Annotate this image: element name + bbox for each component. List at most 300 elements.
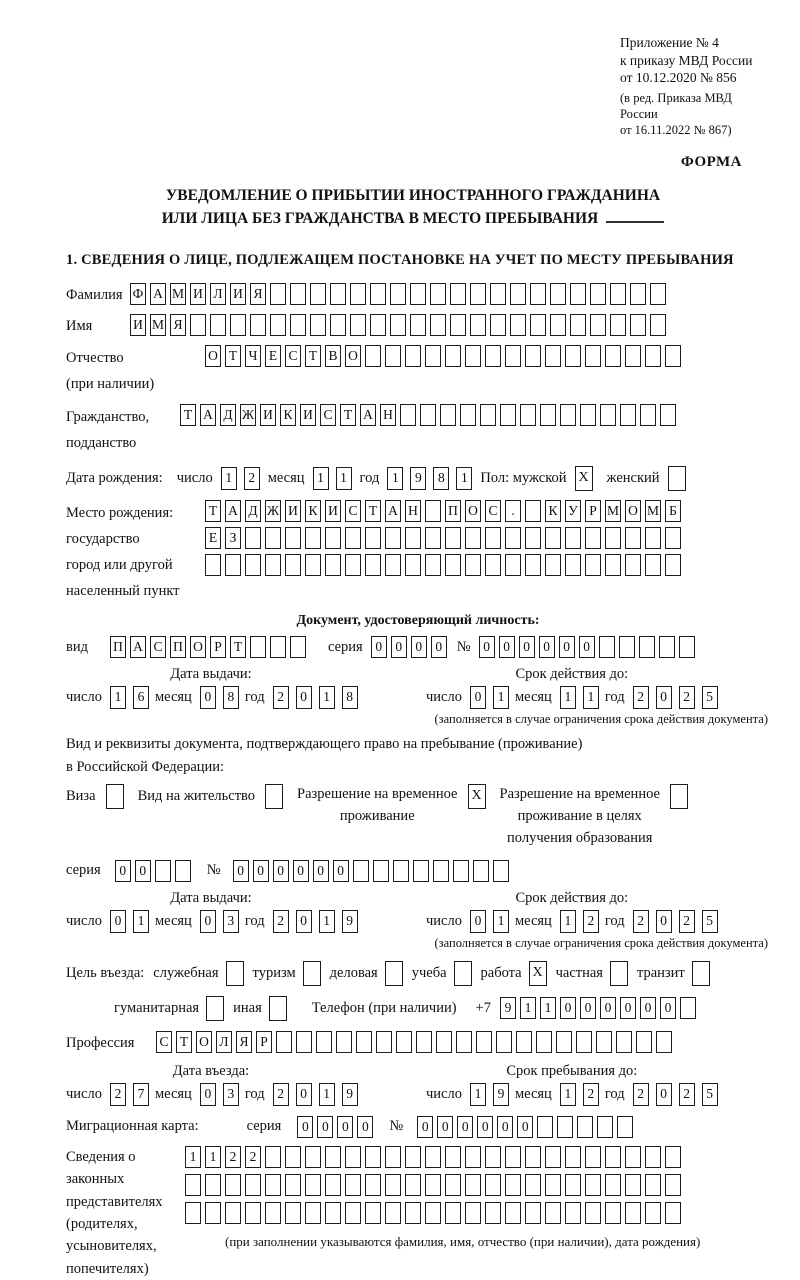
birthplace-line1-input-cell[interactable]: У (565, 500, 581, 522)
birthplace-line1-input-cell[interactable]: С (345, 500, 361, 522)
firstname-input-cell[interactable] (470, 314, 486, 336)
birthplace-line2-input-cell[interactable] (625, 527, 641, 549)
doc-issued-month-cell[interactable]: 0 (200, 686, 216, 709)
purpose-work-checkbox-cell[interactable]: X (529, 961, 547, 986)
entry-day-cell[interactable]: 7 (133, 1083, 149, 1106)
surname-input-cell[interactable] (450, 283, 466, 305)
representatives-line3-input-cell[interactable] (445, 1202, 461, 1224)
representatives-line1-input-cell[interactable] (565, 1146, 581, 1168)
birthplace-line1-input-cell[interactable]: А (225, 500, 241, 522)
citizenship-input-cell[interactable] (660, 404, 676, 426)
doc-valid-year-cell[interactable]: 5 (702, 686, 718, 709)
doc-number-input-cell[interactable] (599, 636, 615, 658)
birthplace-line3-input-cell[interactable] (365, 554, 381, 576)
residence-doc-number-input-cell[interactable] (493, 860, 509, 882)
birthplace-line2-input-cell[interactable] (445, 527, 461, 549)
migration-card-number-input-cell[interactable]: 0 (477, 1116, 493, 1138)
entry-year-cell[interactable]: 2 (273, 1083, 289, 1106)
representatives-line2-input-cell[interactable] (385, 1174, 401, 1196)
birthplace-line2-input-cell[interactable] (385, 527, 401, 549)
profession-input-cell[interactable] (396, 1031, 412, 1053)
doc-number-input-cell[interactable]: 0 (499, 636, 515, 658)
representatives-line3-input-cell[interactable] (565, 1202, 581, 1224)
representatives-line2-input-cell[interactable] (365, 1174, 381, 1196)
surname-input-cell[interactable] (270, 283, 286, 305)
residence-issued-year-cell[interactable]: 0 (296, 910, 312, 933)
birthplace-line2-input-cell[interactable] (545, 527, 561, 549)
birthplace-line2-input-cell[interactable] (605, 527, 621, 549)
firstname-input-cell[interactable] (630, 314, 646, 336)
citizenship-input-cell[interactable]: Т (180, 404, 196, 426)
surname-input-cell[interactable]: Я (250, 283, 266, 305)
doc-number-input-cell[interactable] (619, 636, 635, 658)
representatives-line1-input-cell[interactable] (365, 1146, 381, 1168)
residence-valid-year-cell[interactable]: 2 (679, 910, 695, 933)
representatives-line2-input-cell[interactable] (205, 1174, 221, 1196)
citizenship-input-cell[interactable]: Ж (240, 404, 256, 426)
birthdate-month-input-cell[interactable]: 1 (313, 467, 329, 490)
birthdate-year-input-cell[interactable]: 9 (410, 467, 426, 490)
doc-type-input-cell[interactable]: А (130, 636, 146, 658)
profession-input-cell[interactable]: С (156, 1031, 172, 1053)
entry-month-cell[interactable]: 3 (223, 1083, 239, 1106)
representatives-line3-input-cell[interactable] (385, 1202, 401, 1224)
residence-issued-day-cell[interactable]: 1 (133, 910, 149, 933)
representatives-line3-input-cell[interactable] (325, 1202, 341, 1224)
surname-input-cell[interactable] (510, 283, 526, 305)
birthplace-line1-input-cell[interactable]: Р (585, 500, 601, 522)
doc-series-input-cell[interactable]: 0 (411, 636, 427, 658)
representatives-line3-input-cell[interactable] (465, 1202, 481, 1224)
firstname-input-cell[interactable] (390, 314, 406, 336)
citizenship-input-cell[interactable] (400, 404, 416, 426)
doc-type-input-cell[interactable]: П (170, 636, 186, 658)
birthplace-line2-input-cell[interactable] (405, 527, 421, 549)
phone-input-cell[interactable]: 0 (660, 997, 676, 1019)
birthplace-line3-input-cell[interactable] (525, 554, 541, 576)
purpose-business-checkbox-cell[interactable] (385, 961, 403, 986)
representatives-line1-input-cell[interactable]: 2 (225, 1146, 241, 1168)
firstname-input-cell[interactable] (350, 314, 366, 336)
residence-issued-month-cell[interactable]: 3 (223, 910, 239, 933)
residence-doc-number-input-cell[interactable]: 0 (293, 860, 309, 882)
firstname-input-cell[interactable] (430, 314, 446, 336)
residence-doc-series-input-cell[interactable]: 0 (135, 860, 151, 882)
temp-permit-checkbox-cell[interactable]: X (468, 784, 486, 809)
purpose-tourism-checkbox-cell[interactable] (303, 961, 321, 986)
firstname-input-cell[interactable] (530, 314, 546, 336)
birthplace-line2-input-cell[interactable]: Е (205, 527, 221, 549)
doc-number-input-cell[interactable] (659, 636, 675, 658)
citizenship-input-cell[interactable] (460, 404, 476, 426)
firstname-input-cell[interactable] (570, 314, 586, 336)
birthplace-line1-input-cell[interactable]: О (465, 500, 481, 522)
residence-valid-month-cell[interactable]: 2 (583, 910, 599, 933)
birthplace-line2-input-cell[interactable] (645, 527, 661, 549)
phone-input-cell[interactable]: 0 (620, 997, 636, 1019)
birthplace-line3-input-cell[interactable] (385, 554, 401, 576)
citizenship-input-cell[interactable] (520, 404, 536, 426)
surname-input-cell[interactable]: И (230, 283, 246, 305)
citizenship-input-cell[interactable] (580, 404, 596, 426)
patronymic-input-cell[interactable]: Т (225, 345, 241, 367)
citizenship-input-cell[interactable] (420, 404, 436, 426)
purpose-private-checkbox-cell[interactable] (610, 961, 628, 986)
residence-permit-checkbox-cell[interactable] (265, 784, 283, 809)
birthplace-line2-input-cell[interactable] (525, 527, 541, 549)
surname-input-cell[interactable] (370, 283, 386, 305)
representatives-line2-input-cell[interactable] (345, 1174, 361, 1196)
profession-input-cell[interactable] (276, 1031, 292, 1053)
citizenship-input-cell[interactable] (620, 404, 636, 426)
residence-doc-number-input-cell[interactable] (453, 860, 469, 882)
firstname-input-cell[interactable] (270, 314, 286, 336)
doc-number-input-cell[interactable]: 0 (519, 636, 535, 658)
migration-card-number-input-cell[interactable] (557, 1116, 573, 1138)
representatives-line1-input-cell[interactable] (445, 1146, 461, 1168)
patronymic-input-cell[interactable]: С (285, 345, 301, 367)
birthdate-day-input-cell[interactable]: 2 (244, 467, 260, 490)
profession-input-cell[interactable]: О (196, 1031, 212, 1053)
residence-doc-series-input-cell[interactable] (155, 860, 171, 882)
representatives-line2-input-cell[interactable] (645, 1174, 661, 1196)
doc-valid-month-cell[interactable]: 1 (560, 686, 576, 709)
migration-card-number-input-cell[interactable] (617, 1116, 633, 1138)
profession-input-cell[interactable] (356, 1031, 372, 1053)
birthplace-line3-input-cell[interactable] (645, 554, 661, 576)
representatives-line3-input-cell[interactable] (605, 1202, 621, 1224)
firstname-input-cell[interactable] (410, 314, 426, 336)
residence-doc-number-input-cell[interactable]: 0 (333, 860, 349, 882)
residence-doc-series-input-cell[interactable] (175, 860, 191, 882)
representatives-line1-input-cell[interactable] (405, 1146, 421, 1168)
firstname-input-cell[interactable] (310, 314, 326, 336)
birthplace-line3-input-cell[interactable] (245, 554, 261, 576)
sex-female-checkbox-cell[interactable] (668, 466, 686, 491)
surname-input-cell[interactable]: Ф (130, 283, 146, 305)
entry-day-cell[interactable]: 2 (110, 1083, 126, 1106)
citizenship-input-cell[interactable]: А (200, 404, 216, 426)
firstname-input-cell[interactable] (230, 314, 246, 336)
doc-type-input-cell[interactable] (270, 636, 286, 658)
migration-card-series-input-cell[interactable]: 0 (297, 1116, 313, 1138)
birthplace-line1-input-cell[interactable] (525, 500, 541, 522)
doc-type-input-cell[interactable] (250, 636, 266, 658)
stay-year-cell[interactable]: 0 (656, 1083, 672, 1106)
phone-input-cell[interactable]: 0 (640, 997, 656, 1019)
surname-input-cell[interactable] (390, 283, 406, 305)
citizenship-input-cell[interactable] (480, 404, 496, 426)
representatives-line2-input-cell[interactable] (665, 1174, 681, 1196)
patronymic-input-cell[interactable] (565, 345, 581, 367)
representatives-line3-input-cell[interactable] (345, 1202, 361, 1224)
patronymic-input-cell[interactable] (665, 345, 681, 367)
residence-issued-year-cell[interactable]: 1 (319, 910, 335, 933)
surname-input-cell[interactable] (290, 283, 306, 305)
representatives-line2-input-cell[interactable] (285, 1174, 301, 1196)
patronymic-input-cell[interactable]: Е (265, 345, 281, 367)
migration-card-series-input-cell[interactable]: 0 (317, 1116, 333, 1138)
firstname-input-cell[interactable] (250, 314, 266, 336)
representatives-line1-input-cell[interactable] (525, 1146, 541, 1168)
doc-issued-year-cell[interactable]: 0 (296, 686, 312, 709)
purpose-humanitarian-checkbox-cell[interactable] (206, 996, 224, 1021)
birthplace-line2-input-cell[interactable] (265, 527, 281, 549)
profession-input-cell[interactable] (476, 1031, 492, 1053)
edu-permit-checkbox-cell[interactable] (670, 784, 688, 809)
firstname-input-cell[interactable] (290, 314, 306, 336)
profession-input-cell[interactable] (636, 1031, 652, 1053)
profession-input-cell[interactable] (336, 1031, 352, 1053)
profession-input-cell[interactable] (656, 1031, 672, 1053)
citizenship-input-cell[interactable] (440, 404, 456, 426)
doc-issued-year-cell[interactable]: 2 (273, 686, 289, 709)
birthplace-line3-input-cell[interactable] (445, 554, 461, 576)
representatives-line3-input-cell[interactable] (285, 1202, 301, 1224)
birthplace-line2-input-cell[interactable]: З (225, 527, 241, 549)
firstname-input-cell[interactable]: Я (170, 314, 186, 336)
surname-input-cell[interactable] (650, 283, 666, 305)
patronymic-input-cell[interactable] (465, 345, 481, 367)
residence-doc-number-input-cell[interactable] (413, 860, 429, 882)
patronymic-input-cell[interactable]: В (325, 345, 341, 367)
patronymic-input-cell[interactable] (365, 345, 381, 367)
birthdate-year-input-cell[interactable]: 1 (387, 467, 403, 490)
visa-checkbox-cell[interactable] (106, 784, 124, 809)
birthplace-line2-input-cell[interactable] (305, 527, 321, 549)
patronymic-input-cell[interactable] (505, 345, 521, 367)
birthdate-day-input-cell[interactable]: 1 (221, 467, 237, 490)
doc-valid-month-cell[interactable]: 1 (583, 686, 599, 709)
doc-issued-year-cell[interactable]: 1 (319, 686, 335, 709)
doc-issued-day-cell[interactable]: 1 (110, 686, 126, 709)
representatives-line3-input-cell[interactable] (265, 1202, 281, 1224)
representatives-line2-input-cell[interactable] (225, 1174, 241, 1196)
doc-issued-year-cell[interactable]: 8 (342, 686, 358, 709)
surname-input-cell[interactable]: А (150, 283, 166, 305)
birthplace-line1-input-cell[interactable] (425, 500, 441, 522)
birthplace-line3-input-cell[interactable] (265, 554, 281, 576)
phone-input-cell[interactable]: 0 (600, 997, 616, 1019)
representatives-line3-input-cell[interactable] (665, 1202, 681, 1224)
patronymic-input-cell[interactable] (525, 345, 541, 367)
birthplace-line3-input-cell[interactable] (545, 554, 561, 576)
birthplace-line3-input-cell[interactable] (465, 554, 481, 576)
birthplace-line1-input-cell[interactable]: . (505, 500, 521, 522)
purpose-other-checkbox-cell[interactable] (269, 996, 287, 1021)
birthplace-line3-input-cell[interactable] (405, 554, 421, 576)
birthplace-line3-input-cell[interactable] (225, 554, 241, 576)
profession-input-cell[interactable] (516, 1031, 532, 1053)
representatives-line2-input-cell[interactable] (305, 1174, 321, 1196)
surname-input-cell[interactable]: Л (210, 283, 226, 305)
birthplace-line3-input-cell[interactable] (485, 554, 501, 576)
birthplace-line3-input-cell[interactable] (665, 554, 681, 576)
patronymic-input-cell[interactable] (405, 345, 421, 367)
firstname-input-cell[interactable] (590, 314, 606, 336)
migration-card-number-input-cell[interactable] (577, 1116, 593, 1138)
firstname-input-cell[interactable] (330, 314, 346, 336)
residence-doc-number-input-cell[interactable] (353, 860, 369, 882)
birthplace-line1-input-cell[interactable]: Ж (265, 500, 281, 522)
birthplace-line2-input-cell[interactable] (565, 527, 581, 549)
birthplace-line1-input-cell[interactable]: Т (365, 500, 381, 522)
profession-input-cell[interactable] (616, 1031, 632, 1053)
doc-series-input-cell[interactable]: 0 (371, 636, 387, 658)
doc-type-input-cell[interactable]: П (110, 636, 126, 658)
doc-number-input-cell[interactable]: 0 (579, 636, 595, 658)
migration-card-number-input-cell[interactable]: 0 (457, 1116, 473, 1138)
citizenship-input-cell[interactable] (500, 404, 516, 426)
representatives-line3-input-cell[interactable] (365, 1202, 381, 1224)
birthplace-line3-input-cell[interactable] (425, 554, 441, 576)
residence-doc-number-input-cell[interactable]: 0 (273, 860, 289, 882)
citizenship-input-cell[interactable]: К (280, 404, 296, 426)
representatives-line2-input-cell[interactable] (585, 1174, 601, 1196)
birthdate-year-input-cell[interactable]: 1 (456, 467, 472, 490)
phone-input-cell[interactable]: 9 (500, 997, 516, 1019)
surname-input-cell[interactable] (610, 283, 626, 305)
representatives-line1-input-cell[interactable] (285, 1146, 301, 1168)
profession-input-cell[interactable]: Т (176, 1031, 192, 1053)
representatives-line1-input-cell[interactable] (605, 1146, 621, 1168)
birthplace-line3-input-cell[interactable] (345, 554, 361, 576)
surname-input-cell[interactable] (490, 283, 506, 305)
birthplace-line1-input-cell[interactable]: Т (205, 500, 221, 522)
phone-input-cell[interactable] (680, 997, 696, 1019)
doc-number-input-cell[interactable] (679, 636, 695, 658)
surname-input-cell[interactable] (350, 283, 366, 305)
entry-year-cell[interactable]: 9 (342, 1083, 358, 1106)
birthplace-line1-input-cell[interactable]: О (625, 500, 641, 522)
representatives-line1-input-cell[interactable] (585, 1146, 601, 1168)
residence-doc-number-input-cell[interactable] (393, 860, 409, 882)
profession-input-cell[interactable] (376, 1031, 392, 1053)
firstname-input-cell[interactable] (210, 314, 226, 336)
doc-valid-year-cell[interactable]: 0 (656, 686, 672, 709)
representatives-line2-input-cell[interactable] (185, 1174, 201, 1196)
surname-input-cell[interactable]: И (190, 283, 206, 305)
birthplace-line2-input-cell[interactable] (365, 527, 381, 549)
stay-month-cell[interactable]: 2 (583, 1083, 599, 1106)
doc-series-input-cell[interactable]: 0 (391, 636, 407, 658)
birthplace-line2-input-cell[interactable] (665, 527, 681, 549)
patronymic-input-cell[interactable] (585, 345, 601, 367)
birthplace-line1-input-cell[interactable]: Н (405, 500, 421, 522)
patronymic-input-cell[interactable] (485, 345, 501, 367)
representatives-line3-input-cell[interactable] (305, 1202, 321, 1224)
residence-doc-number-input-cell[interactable]: 0 (253, 860, 269, 882)
patronymic-input-cell[interactable] (645, 345, 661, 367)
representatives-line1-input-cell[interactable] (625, 1146, 641, 1168)
birthplace-line2-input-cell[interactable] (245, 527, 261, 549)
representatives-line2-input-cell[interactable] (505, 1174, 521, 1196)
representatives-line3-input-cell[interactable] (585, 1202, 601, 1224)
entry-month-cell[interactable]: 0 (200, 1083, 216, 1106)
representatives-line1-input-cell[interactable] (385, 1146, 401, 1168)
representatives-line1-input-cell[interactable] (425, 1146, 441, 1168)
stay-day-cell[interactable]: 1 (470, 1083, 486, 1106)
entry-year-cell[interactable]: 0 (296, 1083, 312, 1106)
birthplace-line3-input-cell[interactable] (205, 554, 221, 576)
firstname-input-cell[interactable] (550, 314, 566, 336)
doc-number-input-cell[interactable]: 0 (479, 636, 495, 658)
representatives-line2-input-cell[interactable] (565, 1174, 581, 1196)
representatives-line1-input-cell[interactable] (465, 1146, 481, 1168)
birthplace-line1-input-cell[interactable]: К (305, 500, 321, 522)
birthplace-line3-input-cell[interactable] (605, 554, 621, 576)
residence-issued-month-cell[interactable]: 0 (200, 910, 216, 933)
citizenship-input-cell[interactable]: Т (340, 404, 356, 426)
residence-valid-year-cell[interactable]: 2 (633, 910, 649, 933)
representatives-line3-input-cell[interactable] (225, 1202, 241, 1224)
doc-issued-day-cell[interactable]: 6 (133, 686, 149, 709)
birthplace-line2-input-cell[interactable] (465, 527, 481, 549)
representatives-line3-input-cell[interactable] (545, 1202, 561, 1224)
representatives-line1-input-cell[interactable] (665, 1146, 681, 1168)
migration-card-number-input-cell[interactable]: 0 (417, 1116, 433, 1138)
purpose-transit-checkbox-cell[interactable] (692, 961, 710, 986)
representatives-line3-input-cell[interactable] (185, 1202, 201, 1224)
surname-input-cell[interactable]: М (170, 283, 186, 305)
citizenship-input-cell[interactable] (600, 404, 616, 426)
representatives-line2-input-cell[interactable] (265, 1174, 281, 1196)
representatives-line2-input-cell[interactable] (325, 1174, 341, 1196)
stay-year-cell[interactable]: 2 (633, 1083, 649, 1106)
birthplace-line1-input-cell[interactable]: И (325, 500, 341, 522)
patronymic-input-cell[interactable]: О (205, 345, 221, 367)
representatives-line2-input-cell[interactable] (545, 1174, 561, 1196)
birthplace-line2-input-cell[interactable] (585, 527, 601, 549)
birthplace-line2-input-cell[interactable] (505, 527, 521, 549)
birthplace-line1-input-cell[interactable]: Б (665, 500, 681, 522)
doc-number-input-cell[interactable] (639, 636, 655, 658)
residence-issued-day-cell[interactable]: 0 (110, 910, 126, 933)
birthplace-line2-input-cell[interactable] (325, 527, 341, 549)
representatives-line2-input-cell[interactable] (445, 1174, 461, 1196)
phone-input-cell[interactable]: 1 (540, 997, 556, 1019)
representatives-line3-input-cell[interactable] (645, 1202, 661, 1224)
doc-type-input-cell[interactable]: Р (210, 636, 226, 658)
doc-valid-year-cell[interactable]: 2 (633, 686, 649, 709)
surname-input-cell[interactable] (430, 283, 446, 305)
profession-input-cell[interactable] (456, 1031, 472, 1053)
firstname-input-cell[interactable]: И (130, 314, 146, 336)
stay-year-cell[interactable]: 2 (679, 1083, 695, 1106)
residence-valid-day-cell[interactable]: 1 (493, 910, 509, 933)
birthplace-line1-input-cell[interactable]: М (645, 500, 661, 522)
firstname-input-cell[interactable] (510, 314, 526, 336)
migration-card-number-input-cell[interactable] (537, 1116, 553, 1138)
residence-valid-year-cell[interactable]: 0 (656, 910, 672, 933)
representatives-line1-input-cell[interactable]: 1 (185, 1146, 201, 1168)
representatives-line1-input-cell[interactable] (485, 1146, 501, 1168)
profession-input-cell[interactable] (556, 1031, 572, 1053)
representatives-line3-input-cell[interactable] (245, 1202, 261, 1224)
profession-input-cell[interactable] (576, 1031, 592, 1053)
representatives-line3-input-cell[interactable] (485, 1202, 501, 1224)
patronymic-input-cell[interactable] (625, 345, 641, 367)
surname-input-cell[interactable] (550, 283, 566, 305)
citizenship-input-cell[interactable]: Д (220, 404, 236, 426)
purpose-study-checkbox-cell[interactable] (454, 961, 472, 986)
birthplace-line1-input-cell[interactable]: К (545, 500, 561, 522)
birthplace-line1-input-cell[interactable]: П (445, 500, 461, 522)
firstname-input-cell[interactable] (450, 314, 466, 336)
residence-issued-year-cell[interactable]: 2 (273, 910, 289, 933)
firstname-input-cell[interactable]: М (150, 314, 166, 336)
doc-type-input-cell[interactable]: С (150, 636, 166, 658)
